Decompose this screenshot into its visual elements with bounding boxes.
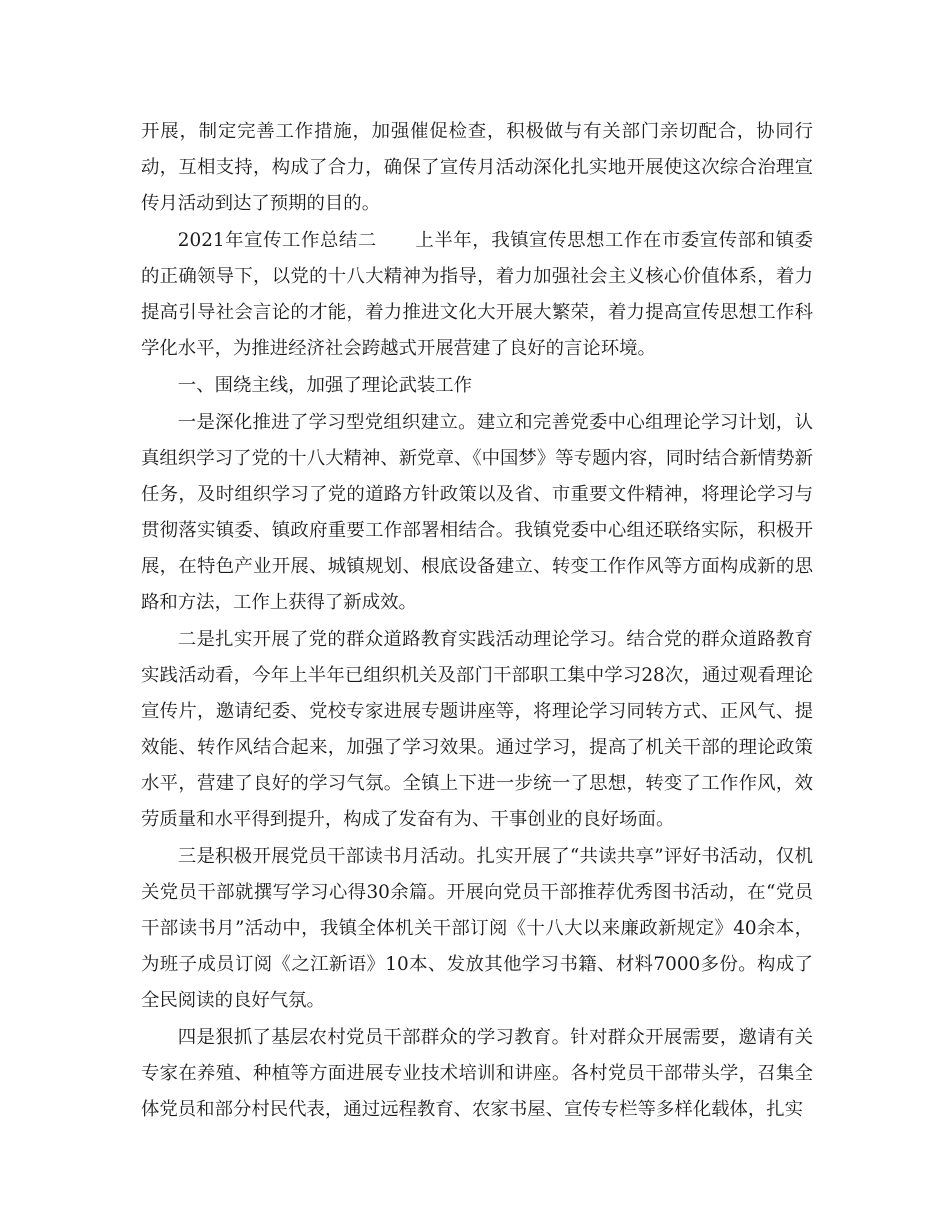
document-body — [141, 114, 813, 1129]
paragraph-point-one: 一是深化推进了学习型党组织建立。建立和完善党委中心组理论学习计划，认真组织学习了党的十八大精神、新党章、《中国梦》等专题内容，同时结合新情势新任务，及时组织学习了党的道路方针政策以及省、市重要文件精神，将理论学习与贯彻落实镇委、镇政府重要工作部署相结合。我镇党委中心组还联络实际，积极开展，在特色产业开展、城镇规划、根底设备建立、转变工作作风等方面构成新的思路和方法，工作上获得了新成效。 — [141, 412, 813, 613]
paragraph-summary-two — [141, 223, 813, 367]
section-heading: 2021年宣传工作总结二 — [177, 230, 377, 251]
section-title-theory: 一、围绕主线，加强了理论武装工作 — [177, 375, 473, 396]
paragraph-point-two: 二是扎实开展了党的群众道路教育实践活动理论学习。结合党的群众道路教育实践活动看，今年上半年已组织机关及部门干部职工集中学习28次，通过观看理论宣传片，邀请纪委、党校专家进展专题讲座等，将理论学习同转方式、正风气、提效能、转作风结合起来，加强了学习效果。通过学习，提高了机关干部的理论政策水平，营建了良好的学习气氛。全镇上下进一步统一了思想，转变了工作作风，效劳质量和水平得到提升，构成了发奋有为、干事创业的良好场面。 — [141, 629, 813, 830]
paragraph-text: 上半年，我镇宣传思想工作在市委宣传部和镇委的正确领导下，以党的十八大精神为指导，着力加强社会主义核心价值体系，着力提高引导社会言论的才能，着力推进文化大开展大繁荣，着力提高宣传思想工作科学化水平，为推进经济社会跨越式开展营建了良好的言论环境。 — [141, 230, 813, 359]
paragraph-point-four: 四是狠抓了基层农村党员干部群众的学习教育。针对群众开展需要，邀请有关专家在养殖、种植等方面进展专业技术培训和讲座。各村党员干部带头学，召集全体党员和部分村民代表，通过远程教育、农家书屋、宣传专栏等多样化载体，扎实 — [141, 1027, 813, 1120]
paragraph-point-three: 三是积极开展党员干部读书月活动。扎实开展了“共读共享”评好书活动，仅机关党员干部就撰写学习心得30余篇。开展向党员干部推荐优秀图书活动，在“党员干部读书月”活动中，我镇全体机关干部订阅《十八大以来廉政新规定》40余本，为班子成员订阅《之江新语》10本、发放其他学习书籍、材料7000多份。构成了全民阅读的良好气氛。 — [141, 846, 813, 1011]
paragraph-continuation: 开展，制定完善工作措施，加强催促检查，积极做与有关部门亲切配合，协同行动，互相支持，构成了合力，确保了宣传月活动深化扎实地开展使这次综合治理宣传月活动到达了预期的目的。 — [141, 121, 813, 214]
